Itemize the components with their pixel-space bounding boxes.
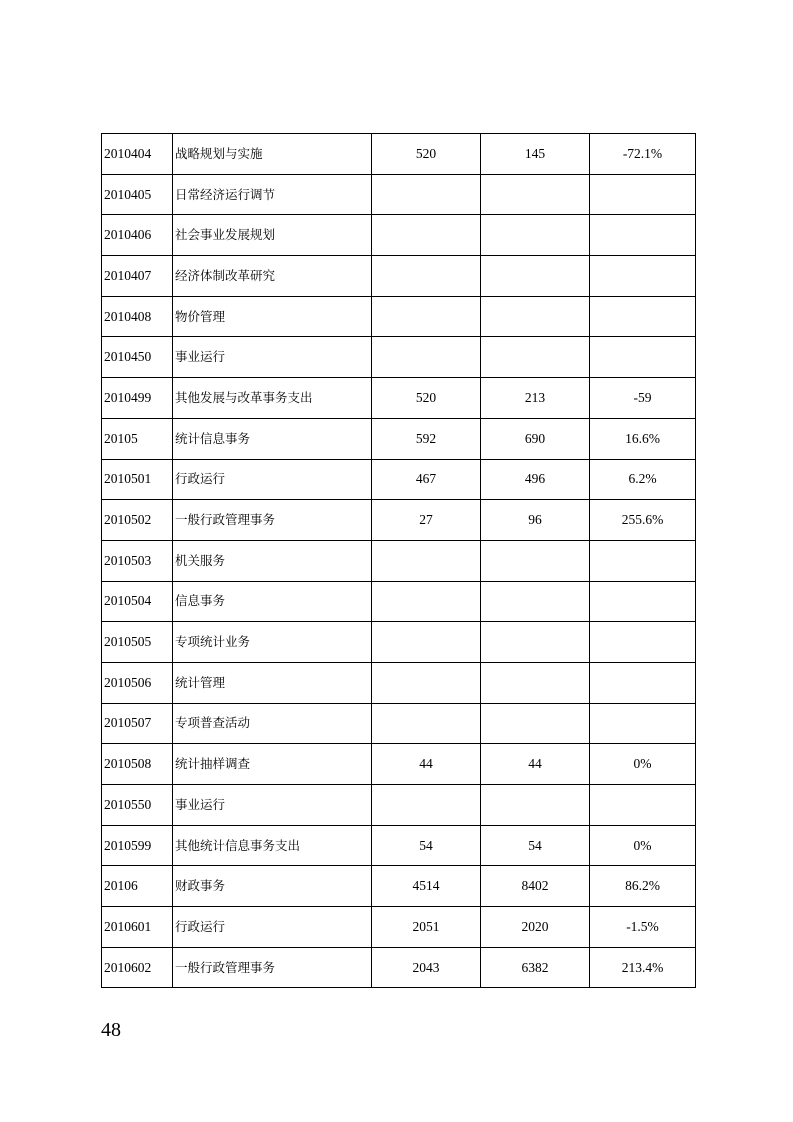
value-1-cell: 54 xyxy=(372,825,481,866)
item-name-cell: 一般行政管理事务 xyxy=(173,947,372,988)
value-1-cell xyxy=(372,622,481,663)
item-code-cell: 2010506 xyxy=(102,662,173,703)
change-percent-cell xyxy=(590,540,696,581)
change-percent-cell: -1.5% xyxy=(590,907,696,948)
change-percent-cell: -59 xyxy=(590,378,696,419)
item-code-cell: 2010406 xyxy=(102,215,173,256)
value-2-cell: 690 xyxy=(481,418,590,459)
change-percent-cell: -72.1% xyxy=(590,134,696,175)
value-1-cell xyxy=(372,703,481,744)
change-percent-cell xyxy=(590,174,696,215)
value-1-cell xyxy=(372,296,481,337)
item-code-cell: 2010504 xyxy=(102,581,173,622)
change-percent-cell xyxy=(590,703,696,744)
table-row xyxy=(102,459,696,500)
item-code-cell: 2010503 xyxy=(102,540,173,581)
value-1-cell: 44 xyxy=(372,744,481,785)
value-2-cell: 54 xyxy=(481,825,590,866)
item-name-cell: 战略规划与实施 xyxy=(173,134,372,175)
item-name-cell: 其他统计信息事务支出 xyxy=(173,825,372,866)
item-name-cell: 专项统计业务 xyxy=(173,622,372,663)
item-name-cell: 统计抽样调查 xyxy=(173,744,372,785)
change-percent-cell xyxy=(590,296,696,337)
item-code-cell: 2010599 xyxy=(102,825,173,866)
item-name-cell: 财政事务 xyxy=(173,866,372,907)
table-row xyxy=(102,174,696,215)
table-row xyxy=(102,703,696,744)
item-code-cell: 2010404 xyxy=(102,134,173,175)
value-1-cell: 592 xyxy=(372,418,481,459)
table-row xyxy=(102,662,696,703)
value-1-cell xyxy=(372,215,481,256)
item-name-cell: 社会事业发展规划 xyxy=(173,215,372,256)
value-1-cell xyxy=(372,540,481,581)
value-2-cell: 145 xyxy=(481,134,590,175)
value-1-cell: 27 xyxy=(372,500,481,541)
table-row xyxy=(102,785,696,826)
item-name-cell: 机关服务 xyxy=(173,540,372,581)
table-row xyxy=(102,622,696,663)
item-code-cell: 2010501 xyxy=(102,459,173,500)
value-2-cell: 2020 xyxy=(481,907,590,948)
change-percent-cell: 255.6% xyxy=(590,500,696,541)
item-name-cell: 一般行政管理事务 xyxy=(173,500,372,541)
item-code-cell: 2010505 xyxy=(102,622,173,663)
item-code-cell: 2010601 xyxy=(102,907,173,948)
item-code-cell: 2010407 xyxy=(102,256,173,297)
item-code-cell: 2010405 xyxy=(102,174,173,215)
table-row xyxy=(102,378,696,419)
value-2-cell: 8402 xyxy=(481,866,590,907)
item-code-cell: 20106 xyxy=(102,866,173,907)
item-name-cell: 统计管理 xyxy=(173,662,372,703)
item-code-cell: 2010499 xyxy=(102,378,173,419)
value-1-cell xyxy=(372,174,481,215)
change-percent-cell xyxy=(590,622,696,663)
item-name-cell: 信息事务 xyxy=(173,581,372,622)
change-percent-cell xyxy=(590,337,696,378)
value-2-cell xyxy=(481,662,590,703)
value-1-cell xyxy=(372,662,481,703)
table-row xyxy=(102,500,696,541)
value-1-cell: 467 xyxy=(372,459,481,500)
table-row xyxy=(102,134,696,175)
change-percent-cell: 86.2% xyxy=(590,866,696,907)
value-2-cell: 44 xyxy=(481,744,590,785)
item-name-cell: 事业运行 xyxy=(173,337,372,378)
value-1-cell: 520 xyxy=(372,134,481,175)
value-2-cell: 96 xyxy=(481,500,590,541)
table-row xyxy=(102,296,696,337)
change-percent-cell xyxy=(590,215,696,256)
value-2-cell xyxy=(481,256,590,297)
value-2-cell xyxy=(481,785,590,826)
value-1-cell xyxy=(372,785,481,826)
item-code-cell: 20105 xyxy=(102,418,173,459)
change-percent-cell xyxy=(590,581,696,622)
item-code-cell: 2010602 xyxy=(102,947,173,988)
value-2-cell xyxy=(481,622,590,663)
value-1-cell: 2043 xyxy=(372,947,481,988)
value-2-cell xyxy=(481,296,590,337)
change-percent-cell: 16.6% xyxy=(590,418,696,459)
change-percent-cell: 6.2% xyxy=(590,459,696,500)
item-code-cell: 2010508 xyxy=(102,744,173,785)
value-1-cell xyxy=(372,337,481,378)
value-1-cell: 520 xyxy=(372,378,481,419)
item-name-cell: 物价管理 xyxy=(173,296,372,337)
table-row xyxy=(102,540,696,581)
value-1-cell xyxy=(372,256,481,297)
value-2-cell: 6382 xyxy=(481,947,590,988)
table-row xyxy=(102,337,696,378)
value-1-cell: 4514 xyxy=(372,866,481,907)
table-row xyxy=(102,866,696,907)
value-1-cell xyxy=(372,581,481,622)
table-row xyxy=(102,418,696,459)
item-name-cell: 统计信息事务 xyxy=(173,418,372,459)
item-name-cell: 经济体制改革研究 xyxy=(173,256,372,297)
item-name-cell: 其他发展与改革事务支出 xyxy=(173,378,372,419)
budget-table xyxy=(101,133,696,988)
change-percent-cell xyxy=(590,662,696,703)
change-percent-cell: 0% xyxy=(590,825,696,866)
item-name-cell: 行政运行 xyxy=(173,459,372,500)
table-row xyxy=(102,907,696,948)
item-name-cell: 事业运行 xyxy=(173,785,372,826)
table-row xyxy=(102,215,696,256)
value-2-cell xyxy=(481,337,590,378)
item-code-cell: 2010507 xyxy=(102,703,173,744)
table-row xyxy=(102,825,696,866)
value-2-cell xyxy=(481,174,590,215)
value-2-cell xyxy=(481,215,590,256)
item-code-cell: 2010550 xyxy=(102,785,173,826)
page-number: 48 xyxy=(101,1019,121,1041)
table-row xyxy=(102,744,696,785)
change-percent-cell: 213.4% xyxy=(590,947,696,988)
table-row xyxy=(102,581,696,622)
value-1-cell: 2051 xyxy=(372,907,481,948)
budget-table-body xyxy=(102,134,696,988)
change-percent-cell: 0% xyxy=(590,744,696,785)
item-name-cell: 专项普查活动 xyxy=(173,703,372,744)
value-2-cell: 496 xyxy=(481,459,590,500)
table-row xyxy=(102,947,696,988)
table-row xyxy=(102,256,696,297)
item-code-cell: 2010408 xyxy=(102,296,173,337)
change-percent-cell xyxy=(590,256,696,297)
item-name-cell: 日常经济运行调节 xyxy=(173,174,372,215)
value-2-cell: 213 xyxy=(481,378,590,419)
value-2-cell xyxy=(481,703,590,744)
item-code-cell: 2010450 xyxy=(102,337,173,378)
item-code-cell: 2010502 xyxy=(102,500,173,541)
value-2-cell xyxy=(481,540,590,581)
item-name-cell: 行政运行 xyxy=(173,907,372,948)
value-2-cell xyxy=(481,581,590,622)
change-percent-cell xyxy=(590,785,696,826)
